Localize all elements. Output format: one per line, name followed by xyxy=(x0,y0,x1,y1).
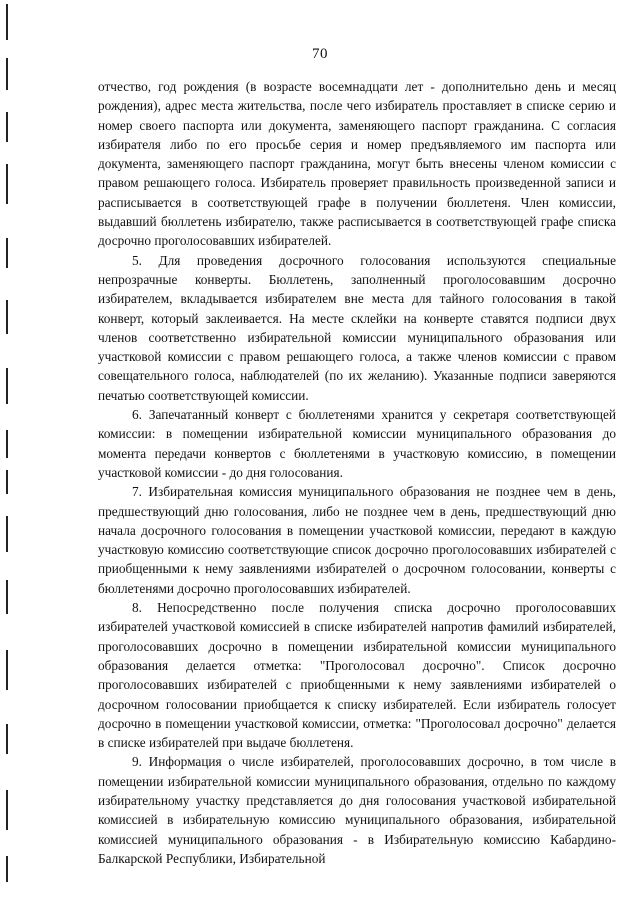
margin-mark xyxy=(6,300,8,334)
margin-mark xyxy=(6,430,8,458)
margin-mark xyxy=(6,112,8,142)
margin-mark xyxy=(6,4,8,40)
margin-mark xyxy=(6,368,8,404)
paragraph-continuation: отчество, год рождения (в возрасте восемнадцати лет - дополнительно день и месяц рождения), адрес места жительства, после чего избиратель проставляет в списке серию и номер своего паспорта или документа, заменяющего паспорт гражданина. С согласия избирателя либо по его просьбе серия и номер предъявляемого им паспорта или документа, заменяющего паспорт гражданина, могут быть внесены членом комиссии с правом решающего голоса. Избиратель проверяет правильность произведенной записи и расписывается в соответствующей графе в получении бюллетеня. Член комиссии, выдавший бюллетень избирателю, также расписывается в соответствующей графе списка досрочно проголосовавших избирателей. xyxy=(98,79,616,249)
margin-mark xyxy=(6,856,8,882)
margin-mark xyxy=(6,580,8,614)
page-number: 70 xyxy=(312,46,328,62)
margin-mark xyxy=(6,724,8,754)
margin-mark xyxy=(6,238,8,268)
scan-margin-marks xyxy=(0,0,20,905)
margin-mark xyxy=(6,790,8,830)
paragraph-item-8: 8. Непосредственно после получения списка досрочно проголосовавших избирателей участковой комиссией в списке избирателей напротив фамилий избирателей, проголосовавших досрочно в помещении избирательной комиссии муниципального образования делается отметка: "Проголосовал досрочно". Список досрочно проголосовавших избирателей с приобщенными к нему заявлениями избирателей о досрочном голосовании приобщается к списку избирателей. Если избиратель голосует досрочно в помещении участковой комиссии, отметка: "Проголосовал досрочно" делается в списке избирателей при выдаче бюллетеня. xyxy=(98,600,616,751)
margin-mark xyxy=(6,516,8,552)
paragraph-item-6: 6. Запечатанный конверт с бюллетенями хранится у секретаря соответствующей комиссии: в помещении избирательной комиссии муниципального образования до момента передачи конвертов с бюллетенями в участковую комиссию, в помещении участковой комиссии - до дня голосования. xyxy=(98,407,616,480)
paragraph-item-9: 9. Информация о числе избирателей, проголосовавших досрочно, в том числе в помещении избирательной комиссии муниципального образования, отдельно по каждому избирательному участку представляется до дня голосования участковой избирательной комиссией в избирательную комиссию муниципального образования, избирательной комиссией муниципального образования - в Избирательную комиссию Кабардино-Балкарской Республики, Избирательной xyxy=(98,754,616,866)
margin-mark xyxy=(6,650,8,690)
margin-mark xyxy=(6,164,8,204)
margin-mark xyxy=(6,470,8,494)
paragraph-item-5: 5. Для проведения досрочного голосования используются специальные непрозрачные конверты. Бюллетень, заполненный проголосовавшим досрочно избирателем, вкладывается избирателем вне места для тайного голосования в такой конверт, который заклеивается. На месте склейки на конверте ставятся подписи двух членов соответственно избирательной комиссии муниципального образования или участковой комиссии с правом решающего голоса, а также членов комиссии с правом совещательного голоса, наблюдателей (по их желанию). Указанные подписи заверяются печатью соответствующей комиссии. xyxy=(98,252,616,403)
paragraph-item-7: 7. Избирательная комиссия муниципального образования не позднее чем в день, предшествующий дню голосования, либо не позднее чем в день, предшествующий дню начала досрочного голосования в помещении участковой комиссии, передают в каждую участковую комиссию соответствующие список досрочно проголосовавших избирателей с приобщенными к нему заявлениями избирателей о досрочном голосовании, конверты с бюллетенями досрочно проголосовавших избирателей. xyxy=(98,484,616,596)
document-body xyxy=(98,77,616,868)
